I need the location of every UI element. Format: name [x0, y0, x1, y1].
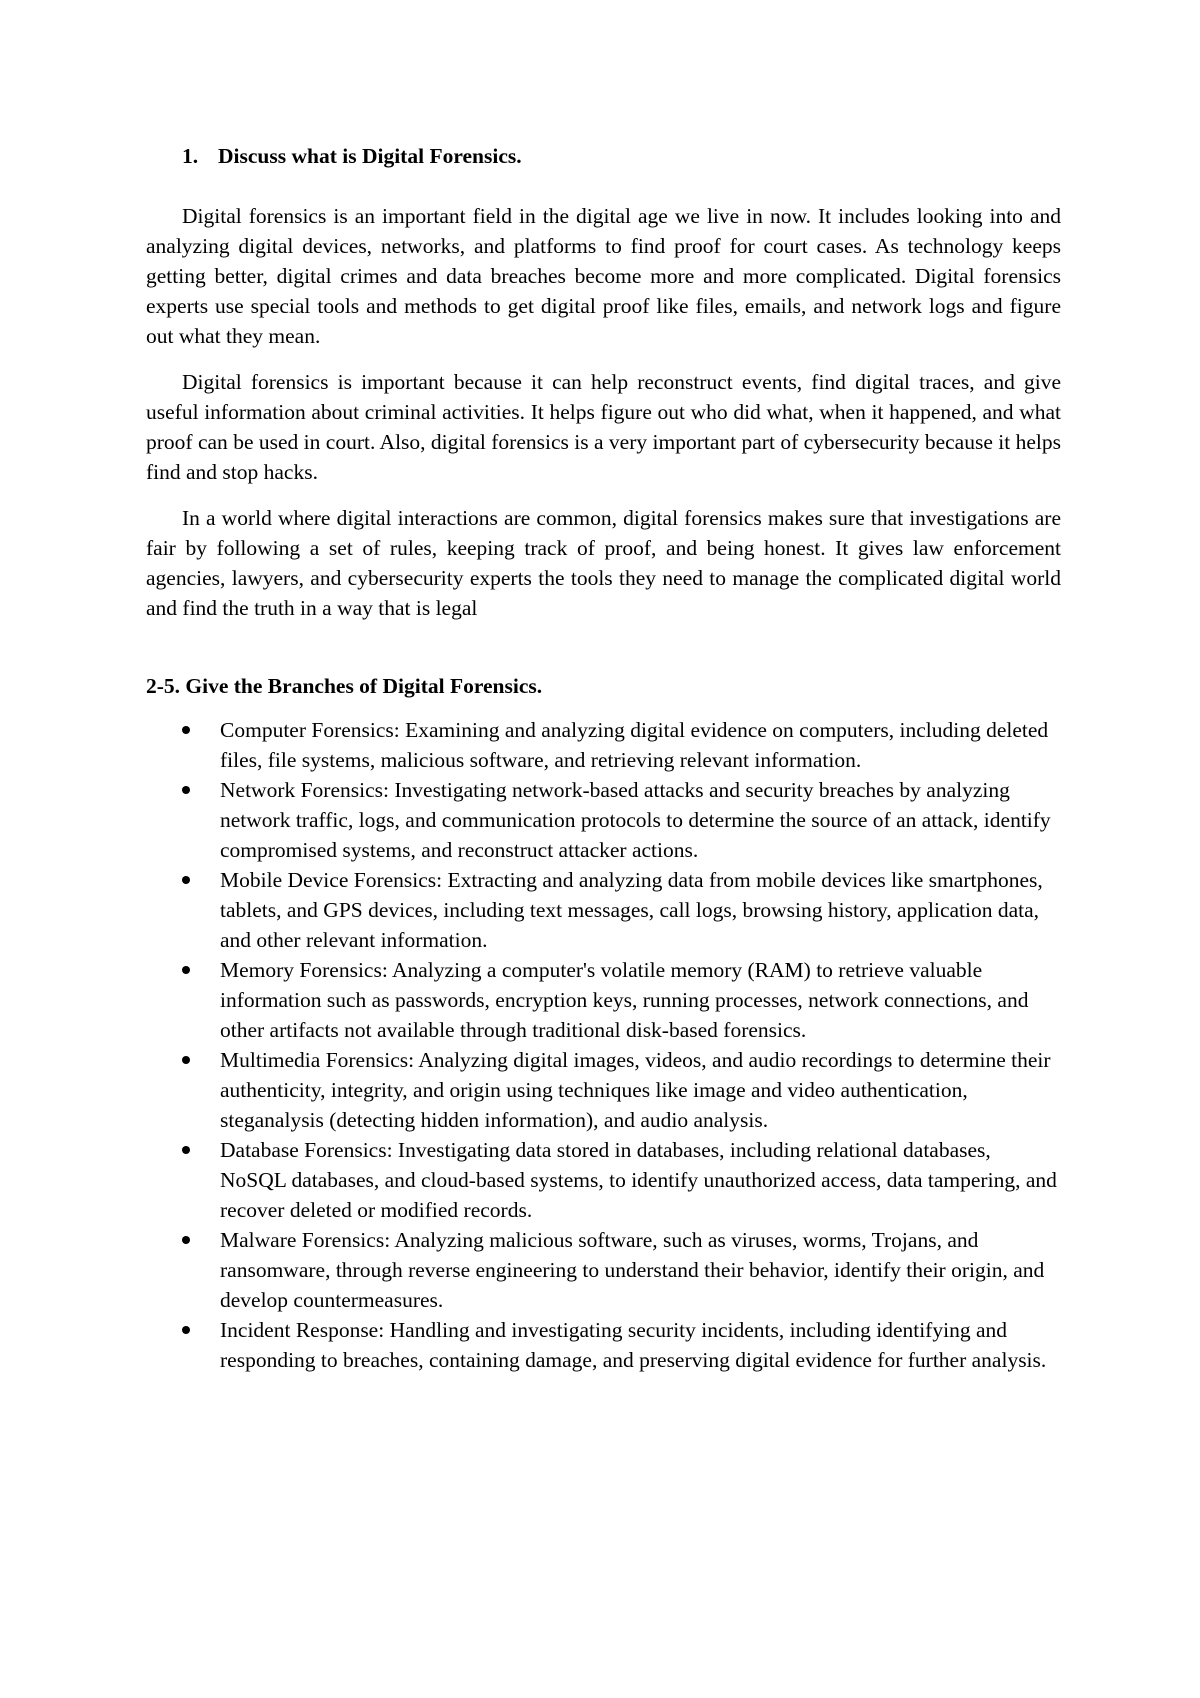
list-item: [146, 865, 1061, 955]
list-item: [146, 715, 1061, 775]
document-body: [146, 141, 1061, 1375]
list-item-text: Multimedia Forensics: Analyzing digital images, videos, and audio recordings to determine their authenticity, integrity, and origin using techniques like image and video authentication, steganalysis (detecting hidden information), and audio analysis.: [220, 1048, 1051, 1132]
section-1-number: 1.: [182, 144, 199, 168]
list-item-text: Computer Forensics: Examining and analyzing digital evidence on computers, including deleted files, file systems, malicious software, and retrieving relevant information.: [220, 718, 1049, 772]
list-item-text: Incident Response: Handling and investigating security incidents, including identifying and responding to breaches, containing damage, and preserving digital evidence for further analysis.: [220, 1318, 1047, 1372]
bullet-icon: [182, 1146, 190, 1154]
bullet-icon: [182, 786, 190, 794]
list-item: [146, 1315, 1061, 1375]
bullet-icon: [182, 1326, 190, 1334]
list-item: [146, 1225, 1061, 1315]
branches-list: [146, 715, 1061, 1375]
bullet-icon: [182, 1056, 190, 1064]
list-item-text: Malware Forensics: Analyzing malicious software, such as viruses, worms, Trojans, and ransomware, through reverse engineering to understand their behavior, identify their origin, and develop countermeasures.: [220, 1228, 1045, 1312]
list-item-text: Network Forensics: Investigating network-based attacks and security breaches by analyzing network traffic, logs, and communication protocols to determine the source of an attack, identify compromised systems, and reconstruct attacker actions.: [220, 778, 1051, 862]
list-item-text: Database Forensics: Investigating data stored in databases, including relational databases, NoSQL databases, and cloud-based systems, to identify unauthorized access, data tampering, and recover deleted or modified records.: [220, 1138, 1057, 1222]
list-item: [146, 955, 1061, 1045]
section-1-paragraph-3: In a world where digital interactions are common, digital forensics makes sure that investigations are fair by following a set of rules, keeping track of proof, and being honest. It gives law enforcement agencies, lawyers, and cybersecurity experts the tools they need to manage the complicated digital world and find the truth in a way that is legal: [146, 506, 1061, 620]
bullet-icon: [182, 876, 190, 884]
list-item: [146, 1045, 1061, 1135]
list-item-text: Memory Forensics: Analyzing a computer's volatile memory (RAM) to retrieve valuable information such as passwords, encryption keys, running processes, network connections, and other artifacts not available through traditional disk-based forensics.: [220, 958, 1029, 1042]
list-item-text: Mobile Device Forensics: Extracting and analyzing data from mobile devices like smartphones, tablets, and GPS devices, including text messages, call logs, browsing history, application data, and other relevant information.: [220, 868, 1043, 952]
bullet-icon: [182, 726, 190, 734]
section-2-heading: 2-5. Give the Branches of Digital Forensics.: [146, 674, 543, 698]
bullet-icon: [182, 966, 190, 974]
section-1-paragraph-2: Digital forensics is important because it can help reconstruct events, find digital traces, and give useful information about criminal activities. It helps figure out who did what, when it happened, and what proof can be used in court. Also, digital forensics is a very important part of cybersecurity because it helps find and stop hacks.: [146, 370, 1061, 484]
list-item: [146, 1135, 1061, 1225]
section-1-paragraph-1: Digital forensics is an important field in the digital age we live in now. It includes looking into and analyzing digital devices, networks, and platforms to find proof for court cases. As technology keeps getting better, digital crimes and data breaches become more and more complicated. Digital forensics experts use special tools and methods to get digital proof like files, emails, and network logs and figure out what they mean.: [146, 204, 1061, 348]
section-1-title: Discuss what is Digital Forensics.: [218, 144, 522, 168]
section-1-heading: [146, 141, 1061, 171]
list-item: [146, 775, 1061, 865]
bullet-icon: [182, 1236, 190, 1244]
